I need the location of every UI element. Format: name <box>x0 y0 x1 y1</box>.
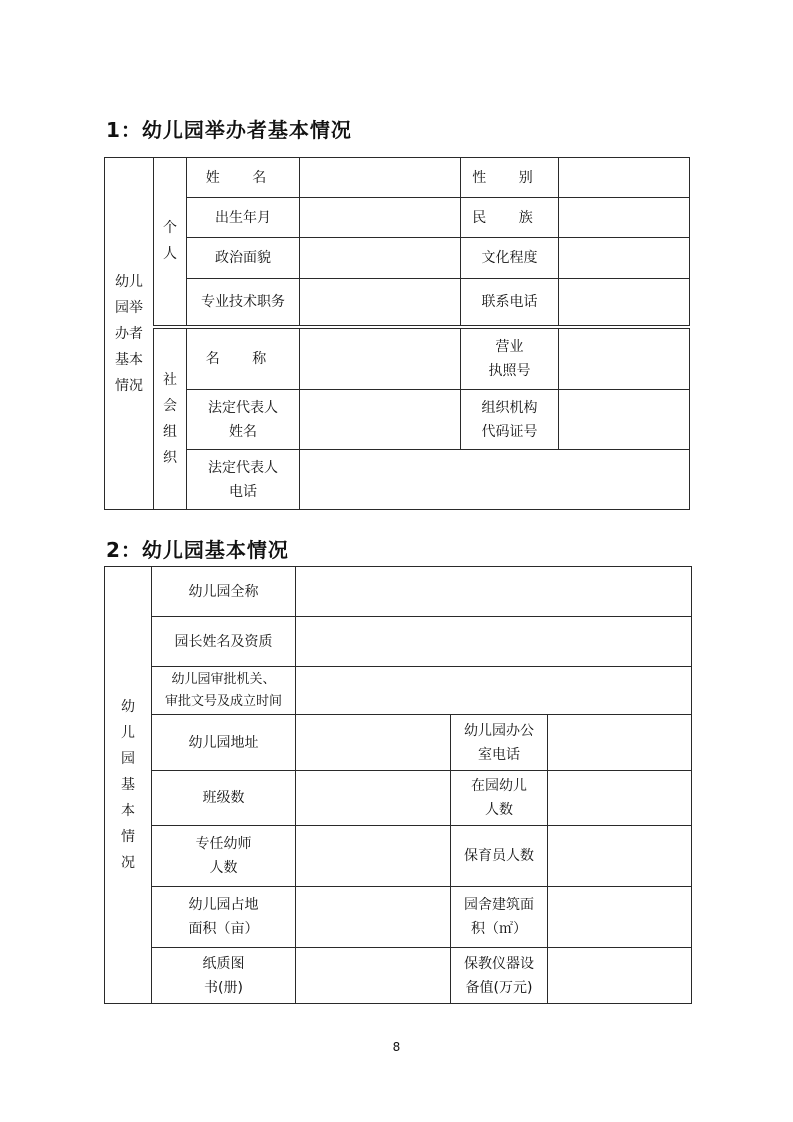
caregiver-count-label: 保育员人数 <box>451 826 548 887</box>
office-phone-field[interactable] <box>548 715 692 771</box>
section2-heading: 2：幼儿园基本情况 <box>106 538 289 562</box>
class-count-field[interactable] <box>296 771 451 826</box>
birth-date-label: 出生年月 <box>187 198 300 238</box>
land-area-field[interactable] <box>296 887 451 948</box>
address-field[interactable] <box>296 715 451 771</box>
education-label: 文化程度 <box>461 238 559 279</box>
birth-date-field[interactable] <box>300 198 461 238</box>
org-code-label: 组织机构 代码证号 <box>461 390 559 450</box>
education-field[interactable] <box>559 238 690 279</box>
approval-field[interactable] <box>296 667 692 715</box>
professional-title-label: 专业技术职务 <box>187 279 300 327</box>
teacher-count-label: 专任幼师 人数 <box>152 826 296 887</box>
address-label: 幼儿园地址 <box>152 715 296 771</box>
org-code-field[interactable] <box>559 390 690 450</box>
ethnicity-label: 民 族 <box>461 198 559 238</box>
kindergarten-group-label: 幼 儿 园 基 本 情 况 <box>105 567 152 1004</box>
political-status-field[interactable] <box>300 238 461 279</box>
approval-label: 幼儿园审批机关、 审批文号及成立时间 <box>152 667 296 715</box>
organizer-info-table <box>104 157 690 510</box>
equipment-value-label: 保教仪器设 备值(万元) <box>451 948 548 1004</box>
teacher-count-field[interactable] <box>296 826 451 887</box>
name-field[interactable] <box>300 158 461 198</box>
full-name-field[interactable] <box>296 567 692 617</box>
ethnicity-field[interactable] <box>559 198 690 238</box>
kindergarten-info-table <box>104 566 692 1004</box>
class-count-label: 班级数 <box>152 771 296 826</box>
gender-label: 性 别 <box>461 158 559 198</box>
phone-label: 联系电话 <box>461 279 559 327</box>
gender-field[interactable] <box>559 158 690 198</box>
org-name-label: 名 称 <box>187 327 300 390</box>
equipment-value-field[interactable] <box>548 948 692 1004</box>
business-license-label: 营业 执照号 <box>461 327 559 390</box>
building-area-label: 园舍建筑面 积（㎡） <box>451 887 548 948</box>
section1-heading: 1：幼儿园举办者基本情况 <box>106 118 352 142</box>
name-label: 姓 名 <box>187 158 300 198</box>
legal-rep-phone-label: 法定代表人 电话 <box>187 450 300 510</box>
professional-title-field[interactable] <box>300 279 461 327</box>
office-phone-label: 幼儿园办公 室电话 <box>451 715 548 771</box>
enrolled-children-field[interactable] <box>548 771 692 826</box>
phone-field[interactable] <box>559 279 690 327</box>
org-name-field[interactable] <box>300 327 461 390</box>
books-label: 纸质图 书(册) <box>152 948 296 1004</box>
legal-rep-name-field[interactable] <box>300 390 461 450</box>
building-area-field[interactable] <box>548 887 692 948</box>
enrolled-children-label: 在园幼儿 人数 <box>451 771 548 826</box>
organizer-group-label: 幼儿 园举 办者 基本 情况 <box>105 158 154 510</box>
full-name-label: 幼儿园全称 <box>152 567 296 617</box>
legal-rep-phone-field[interactable] <box>300 450 690 510</box>
land-area-label: 幼儿园占地 面积（亩） <box>152 887 296 948</box>
director-field[interactable] <box>296 617 692 667</box>
personal-label: 个 人 <box>154 158 187 327</box>
legal-rep-name-label: 法定代表人 姓名 <box>187 390 300 450</box>
business-license-field[interactable] <box>559 327 690 390</box>
political-status-label: 政治面貌 <box>187 238 300 279</box>
caregiver-count-field[interactable] <box>548 826 692 887</box>
director-label: 园长姓名及资质 <box>152 617 296 667</box>
organization-label: 社 会 组 织 <box>154 327 187 510</box>
books-field[interactable] <box>296 948 451 1004</box>
page-number: 8 <box>392 1040 401 1054</box>
